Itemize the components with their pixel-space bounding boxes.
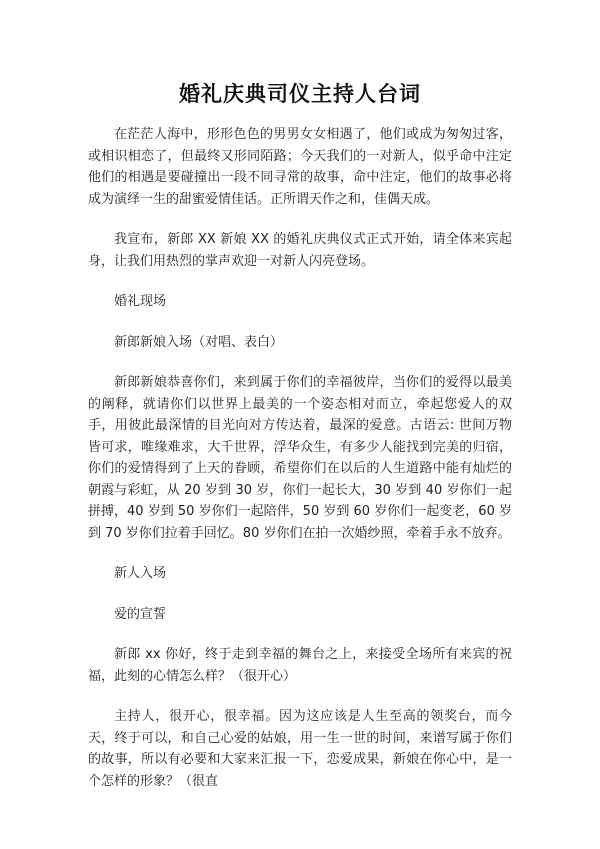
paragraph-blessing: 新郎新娘恭喜你们，来到属于你们的幸福彼岸，当你们的爱得以最美的阐释，就请你们以世界上最美的一个姿态相对而立，牵起您爱人的双手，用彼此最深情的目光向对方传达着，最深的爱意。古语云: 世间万物皆可求，唯缘难求，大千世界，浮华众生，有多少人能找到完美的归宿，你们的爱情得到了上天的眷顾，希望你们在以后的人生道路中能有灿烂的朝霞与彩虹，从 20 岁到 30 岁，你们一起长大，30 岁到 40 岁你们一起拼搏，40 岁到 50 岁你们一起陪伴，50 岁到 60 岁你们一起变老，60 岁到 70 岁你们拉着手回忆。80 岁你们在拍一次婚纱照，牵着手永不放弃。 [88, 375, 512, 541]
document-title: 婚礼庆典司仪主持人台词 [179, 82, 421, 106]
section-heading-wedding-scene: 婚礼现场 [114, 294, 167, 309]
section-heading-newlyweds-entrance: 新人入场 [114, 566, 167, 581]
paragraph-intro: 在茫茫人海中，形形色色的男男女女相遇了，他们或成为匆匆过客，或相识相恋了，但最终又形同陌路；今天我们的一对新人，似乎命中注定他们的相遇是要碰撞出一段不同寻常的故事，命中注定，他们的故事必将成为演绎一生的甜蜜爱情佳话。正所谓天作之和，佳偶天成。 [88, 127, 512, 207]
paragraph-groom-question: 新郎 xx 你好，终于走到幸福的舞台之上，来接受全场所有来宾的祝福，此刻的心情怎么样？（很开心） [88, 647, 512, 684]
section-heading-couple-entrance: 新郎新娘入场（对唱、表白） [114, 334, 284, 350]
paragraph-groom-answer: 主持人，很开心，很幸福。因为这应该是人生至高的领奖台，而今天，终于可以，和自己心爱的姑娘，用一生一世的时间，来谱写属于你们的故事，所以有必要和大家来汇报一下，恋爱成果，新娘在你心中，是一个怎样的形象？（很直 [88, 709, 512, 789]
section-heading-vows: 爱的宣誓 [114, 606, 167, 622]
paragraph-announcement: 我宣布，新郎 XX 新娘 XX 的婚礼庆典仪式正式开始，请全体来宾起身，让我们用热烈的掌声欢迎一对新人闪亮登场。 [88, 232, 512, 269]
